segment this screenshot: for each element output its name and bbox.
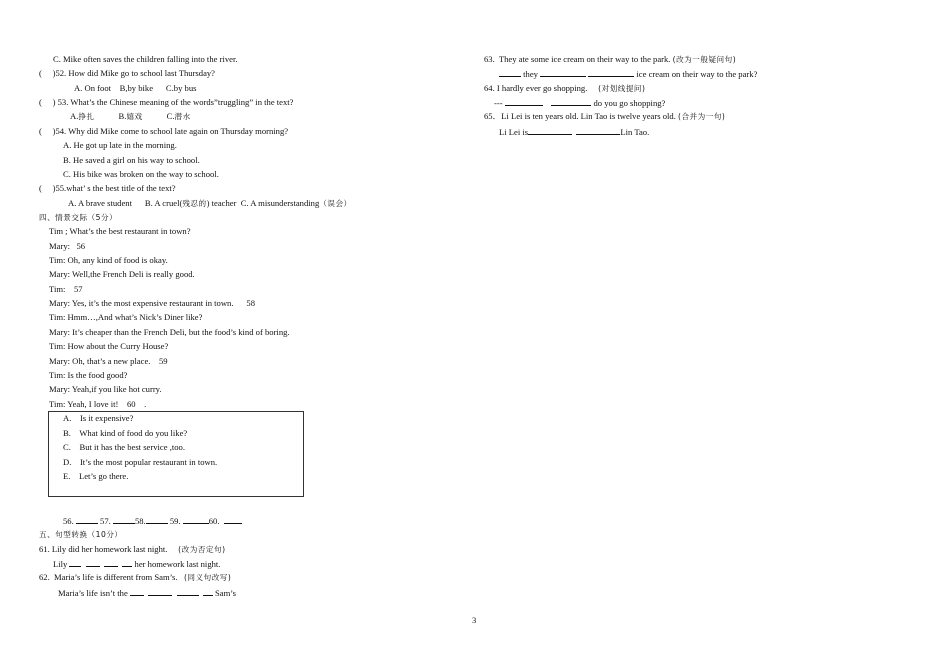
q53-a-label: A. xyxy=(70,111,79,121)
answer-57-label: 57. xyxy=(97,516,111,526)
q61-blank-3[interactable] xyxy=(104,558,118,567)
q63-fill-end: ice cream on their way to the park? xyxy=(636,69,758,79)
question-64-instruction: (对划线提问) xyxy=(598,84,646,93)
question-63-instruction: (改为一般疑问句) xyxy=(672,55,737,64)
q55-options xyxy=(68,198,352,209)
q63-blank-2[interactable] xyxy=(540,68,586,77)
q61-blank-2[interactable] xyxy=(86,558,100,567)
question-61-instruction: (改为否定句) xyxy=(178,545,226,554)
question-55: ( )55.what’ s the best title of the text? xyxy=(39,183,176,193)
answer-blanks xyxy=(63,515,242,527)
q63-fill-start: they xyxy=(523,69,538,79)
dialogue-line-13: Tim: Yeah, I love it! 60 . xyxy=(49,399,147,409)
dialogue-line-11: Tim: Is the food good? xyxy=(49,370,128,380)
q53-c-label: C. xyxy=(166,111,175,121)
question-61 xyxy=(39,544,226,555)
q63-blank-1[interactable] xyxy=(499,68,521,77)
dialogue-line-5: Tim: 57 xyxy=(49,284,83,294)
q61-blank-1[interactable] xyxy=(69,558,81,567)
q61-fill-start: Lily xyxy=(53,559,68,569)
question-64-fill xyxy=(494,97,665,109)
answer-59-label: 59. xyxy=(167,516,181,526)
page-number: 3 xyxy=(472,615,477,625)
answer-58-label: 58. xyxy=(134,516,146,526)
question-62-instruction: (同义句改写) xyxy=(183,573,232,582)
q51-option-c: C. Mike often saves the children falling into the river. xyxy=(53,54,238,64)
q54-option-a: A. He got up late in the morning. xyxy=(63,140,177,150)
question-65-instruction: (合并为一句) xyxy=(678,112,726,121)
dialogue-line-12: Mary: Yeah,if you like hot curry. xyxy=(49,384,162,394)
section-5-heading: 五、句型转换（10分） xyxy=(39,530,123,539)
question-61-fill xyxy=(53,558,220,570)
q65-fill-start: Li Lei is xyxy=(499,127,529,137)
box-option-c: C. But it has the best service ,too. xyxy=(63,442,185,452)
answer-59-blank[interactable] xyxy=(183,515,209,524)
question-65-text: 65．Li Lei is ten years old. Lin Tao is twelve years old. xyxy=(484,111,676,121)
dialogue-line-7: Tim: Hmm…,And what’s Nick’s Diner like? xyxy=(49,312,203,322)
dialogue-line-4: Mary: Well,the French Deli is really good. xyxy=(49,269,195,279)
q65-blank-1[interactable] xyxy=(528,126,572,135)
box-option-b: B. What kind of food do you like? xyxy=(63,428,188,438)
q64-blank-2[interactable] xyxy=(551,97,591,106)
question-52: ( )52. How did Mike go to school last Thursday? xyxy=(39,68,215,78)
box-option-e: E. Let’s go there. xyxy=(63,471,129,481)
dialogue-line-6: Mary: Yes, it’s the most expensive restaurant in town. 58 xyxy=(49,298,255,308)
q55-options-part2: ) teacher C. A misunderstanding xyxy=(206,198,320,208)
question-61-text: 61. Lily did her homework last night. xyxy=(39,544,168,554)
q62-blank-1[interactable] xyxy=(130,587,144,596)
q53-b-label: B. xyxy=(118,111,127,121)
question-65 xyxy=(484,111,725,122)
answer-56-blank[interactable] xyxy=(76,515,98,524)
q55-options-cn1: 残忍的 xyxy=(182,199,207,208)
dialogue-line-3: Tim: Oh, any kind of food is okay. xyxy=(49,255,168,265)
question-52-options: A. On foot B,by bike C.by bus xyxy=(74,83,197,93)
q65-fill-end: Lin Tao. xyxy=(620,127,650,137)
answer-58-blank[interactable] xyxy=(146,515,168,524)
q62-blank-3[interactable] xyxy=(177,587,199,596)
answer-60-label: 60. xyxy=(208,516,220,526)
question-63-fill xyxy=(499,68,757,80)
q54-option-b: B. He saved a girl on his way to school. xyxy=(63,155,200,165)
q53-b-text: 嬉戏 xyxy=(126,112,143,121)
question-62 xyxy=(39,572,231,583)
q62-blank-2[interactable] xyxy=(148,587,172,596)
q65-blank-2[interactable] xyxy=(576,126,620,135)
q62-fill-end: Sam’s xyxy=(214,588,236,598)
dialogue-line-1: Tim ; What’s the best restaurant in town? xyxy=(49,226,191,236)
q55-options-part1: A. A brave student B. A cruel( xyxy=(68,198,183,208)
section-4-heading: 四、情景交际（5分） xyxy=(39,213,118,222)
q64-fill-start: --- xyxy=(494,98,503,108)
answer-60-blank[interactable] xyxy=(224,515,242,524)
question-62-text: 62. Maria’s life is different from Sam’s. xyxy=(39,572,178,582)
q55-options-cn2: （误会） xyxy=(319,199,352,208)
question-53: ( ) 53. What’s the Chinese meaning of the words”truggling” in the text? xyxy=(39,97,294,107)
question-64 xyxy=(484,83,646,94)
q64-blank-1[interactable] xyxy=(505,97,543,106)
question-54: ( )54. Why did Mike come to school late again on Thursday morning? xyxy=(39,126,289,136)
question-65-fill xyxy=(499,126,649,138)
q53-c-text: 潜水 xyxy=(174,112,191,121)
question-64-text: 64. I hardly ever go shopping. xyxy=(484,83,588,93)
question-53-options xyxy=(70,111,191,122)
q61-blank-4[interactable] xyxy=(122,558,132,567)
question-63-text: 63. They ate some ice cream on their way to the park. xyxy=(484,54,671,64)
q62-fill-start: Maria’s life isn’t the xyxy=(58,588,128,598)
q54-option-c: C. His bike was broken on the way to school. xyxy=(63,169,219,179)
answer-56-label: 56. xyxy=(63,516,74,526)
q62-blank-4[interactable] xyxy=(203,587,213,596)
dialogue-line-9: Tim: How about the Curry House? xyxy=(49,341,169,351)
q63-blank-3[interactable] xyxy=(588,68,634,77)
q53-a-text: 挣扎 xyxy=(78,112,95,121)
box-option-a: A. Is it expensive? xyxy=(63,413,134,423)
box-option-d: D. It’s the most popular restaurant in town. xyxy=(63,457,218,467)
question-63 xyxy=(484,54,736,65)
dialogue-line-2: Mary: 56 xyxy=(49,241,86,251)
dialogue-line-10: Mary: Oh, that’s a new place. 59 xyxy=(49,356,168,366)
dialogue-line-8: Mary: It’s cheaper than the French Deli, but the food’s kind of boring. xyxy=(49,327,290,337)
q61-fill-end: her homework last night. xyxy=(134,559,221,569)
q64-fill-end: do you go shopping? xyxy=(593,98,666,108)
question-62-fill xyxy=(58,587,236,599)
answer-57-blank[interactable] xyxy=(113,515,135,524)
